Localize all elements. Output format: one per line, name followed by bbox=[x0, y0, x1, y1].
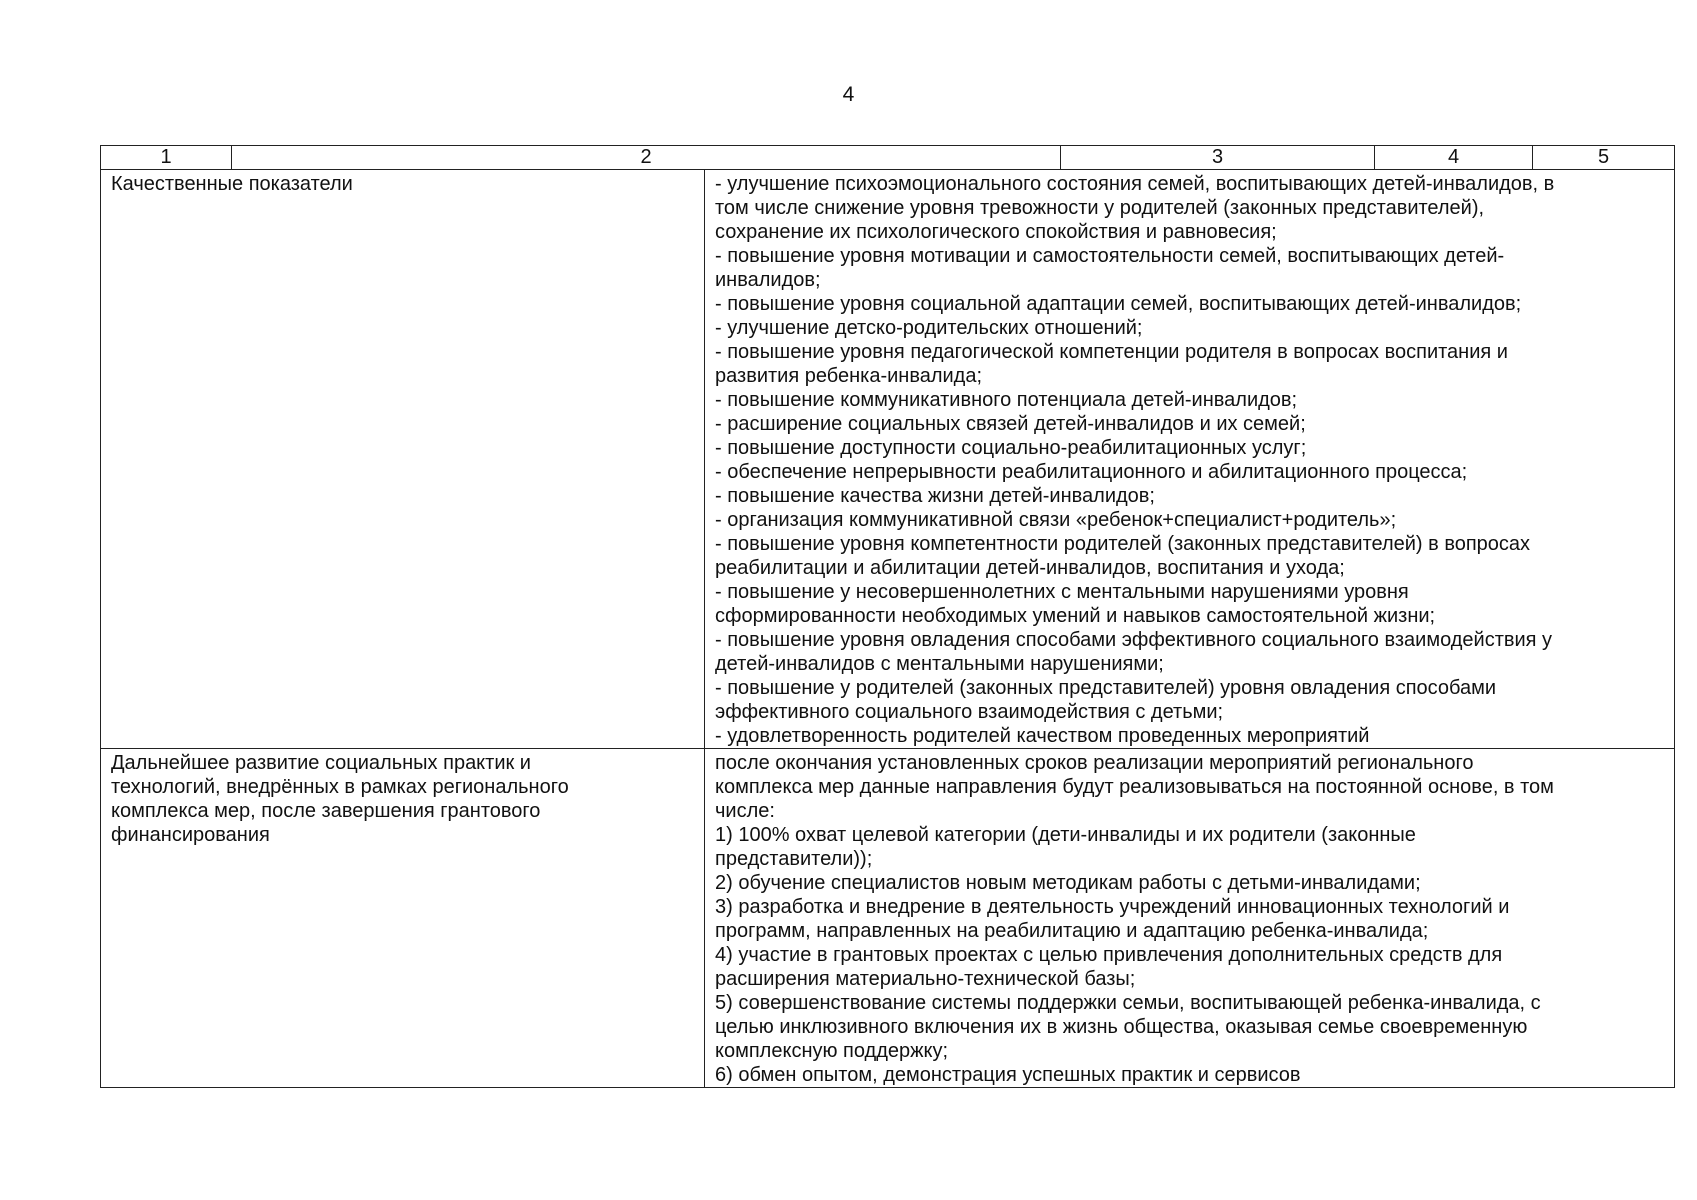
row-content-line: - повышение у несовершеннолетних с ментальными нарушениями уровня bbox=[715, 581, 1409, 603]
row-content-cell bbox=[705, 170, 1675, 749]
row-content-line: целью инклюзивного включения их в жизнь общества, оказывая семье своевременную bbox=[715, 1016, 1528, 1038]
row-content-line: детей-инвалидов с ментальными нарушениями; bbox=[715, 653, 1164, 675]
row-content-line: 4) участие в грантовых проектах с целью привлечения дополнительных средств для bbox=[715, 944, 1503, 966]
table-row bbox=[101, 749, 1675, 1088]
row-content-line: представители)); bbox=[715, 848, 873, 870]
row-content-line: - расширение социальных связей детей-инвалидов и их семей; bbox=[715, 413, 1306, 435]
row-label-line: финансирования bbox=[111, 824, 270, 846]
row-label-cell bbox=[101, 170, 705, 749]
row-content-line: - организация коммуникативной связи «ребенок+специалист+родитель»; bbox=[715, 509, 1397, 531]
column-number-1: 1 bbox=[101, 146, 232, 170]
row-content-line: реабилитации и абилитации детей-инвалидов, воспитания и ухода; bbox=[715, 557, 1345, 579]
row-content-line: комплексную поддержку; bbox=[715, 1040, 949, 1062]
row-content-line: - повышение качества жизни детей-инвалидов; bbox=[715, 485, 1155, 507]
row-content-line: - удовлетворенность родителей качеством проведенных мероприятий bbox=[715, 725, 1370, 747]
row-content-line: - улучшение детско-родительских отношений; bbox=[715, 317, 1143, 339]
row-content-line: том числе снижение уровня тревожности у родителей (законных представителей), bbox=[715, 197, 1485, 219]
table-row bbox=[101, 170, 1675, 749]
indicators-table bbox=[100, 145, 1675, 1088]
row-content-line: - улучшение психоэмоционального состояния семей, воспитывающих детей-инвалидов, в bbox=[715, 173, 1555, 195]
column-number-row bbox=[101, 146, 1675, 170]
row-content-line: после окончания установленных сроков реализации мероприятий регионального bbox=[715, 752, 1474, 774]
row-content-line: эффективного социального взаимодействия с детьми; bbox=[715, 701, 1224, 723]
row-content-line: - повышение у родителей (законных представителей) уровня овладения способами bbox=[715, 677, 1497, 699]
row-label-line: технологий, внедрённых в рамках регионального bbox=[111, 776, 569, 798]
row-content-line: развития ребенка-инвалида; bbox=[715, 365, 983, 387]
row-content-line: - повышение уровня мотивации и самостоятельности семей, воспитывающих детей- bbox=[715, 245, 1505, 267]
row-content-line: - повышение уровня социальной адаптации семей, воспитывающих детей-инвалидов; bbox=[715, 293, 1522, 315]
row-content-line: числе: bbox=[715, 800, 775, 822]
row-content-line: - повышение уровня компетентности родителей (законных представителей) в вопросах bbox=[715, 533, 1531, 555]
row-label-line: комплекса мер, после завершения грантового bbox=[111, 800, 541, 822]
row-content-line: - повышение коммуникативного потенциала детей-инвалидов; bbox=[715, 389, 1298, 411]
row-content-line: - повышение уровня педагогической компетенции родителя в вопросах воспитания и bbox=[715, 341, 1508, 363]
row-content-line: 2) обучение специалистов новым методикам работы с детьми-инвалидами; bbox=[715, 872, 1421, 894]
row-content-line: 6) обмен опытом, демонстрация успешных практик и сервисов bbox=[715, 1064, 1301, 1086]
row-label-cell bbox=[101, 749, 705, 1088]
row-content-line: комплекса мер данные направления будут реализовываться на постоянной основе, в том bbox=[715, 776, 1554, 798]
row-content-line: сохранение их психологического спокойствия и равновесия; bbox=[715, 221, 1277, 243]
page-number: 4 bbox=[842, 83, 855, 106]
column-number-2: 2 bbox=[232, 146, 1061, 170]
row-content-line: сформированности необходимых умений и навыков самостоятельной жизни; bbox=[715, 605, 1436, 627]
row-content-line: 1) 100% охват целевой категории (дети-инвалиды и их родители (законные bbox=[715, 824, 1416, 846]
row-label-line: Качественные показатели bbox=[111, 173, 353, 195]
row-content-line: инвалидов; bbox=[715, 269, 821, 291]
column-number-3: 3 bbox=[1061, 146, 1375, 170]
row-content-line: программ, направленных на реабилитацию и адаптацию ребенка-инвалида; bbox=[715, 920, 1429, 942]
column-number-5: 5 bbox=[1533, 146, 1675, 170]
row-content-cell bbox=[705, 749, 1675, 1088]
row-content-line: 5) совершенствование системы поддержки семьи, воспитывающей ребенка-инвалида, с bbox=[715, 992, 1541, 1014]
column-number-4: 4 bbox=[1375, 146, 1533, 170]
row-content-line: - обеспечение непрерывности реабилитационного и абилитационного процесса; bbox=[715, 461, 1468, 483]
row-content-line: 3) разработка и внедрение в деятельность учреждений инновационных технологий и bbox=[715, 896, 1510, 918]
row-content-line: расширения материально-технической базы; bbox=[715, 968, 1136, 990]
row-content-line: - повышение доступности социально-реабилитационных услуг; bbox=[715, 437, 1307, 459]
row-content-line: - повышение уровня овладения способами эффективного социального взаимодействия у bbox=[715, 629, 1553, 651]
row-label-line: Дальнейшее развитие социальных практик и bbox=[111, 752, 531, 774]
